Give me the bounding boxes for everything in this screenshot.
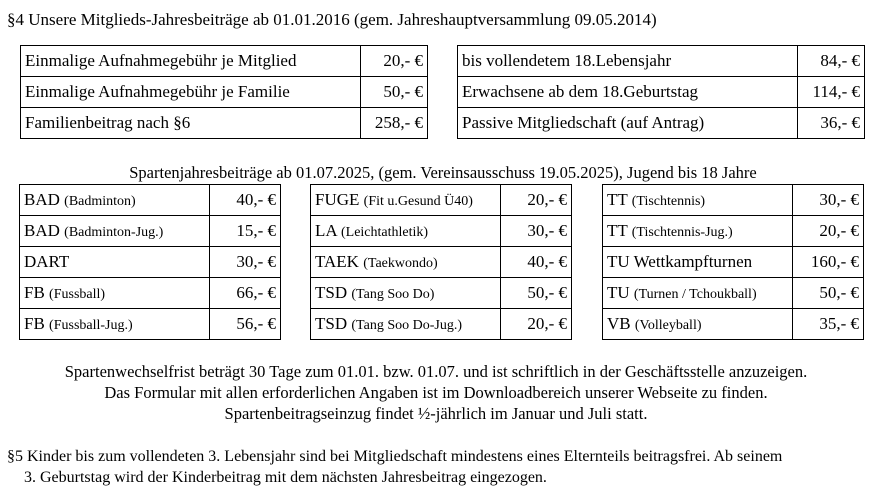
table-row bbox=[603, 278, 864, 309]
fee-label: Einmalige Aufnahmegebühr je Mitglied bbox=[21, 46, 361, 77]
sparte-code: FB bbox=[24, 314, 45, 333]
sparte-desc: (Badminton-Jug.) bbox=[64, 225, 164, 240]
sparte-price: 20,- € bbox=[501, 309, 572, 340]
sparte-desc: (Tischtennis) bbox=[631, 194, 706, 209]
sparte-price: 30,- € bbox=[793, 185, 864, 216]
sparte-price: 66,- € bbox=[210, 278, 281, 309]
sparten-table-3 bbox=[602, 184, 864, 340]
table-row bbox=[311, 247, 572, 278]
fee-label: Familienbeitrag nach §6 bbox=[21, 108, 361, 139]
table-row bbox=[311, 278, 572, 309]
table-row bbox=[311, 185, 572, 216]
table-row bbox=[20, 185, 281, 216]
table-row bbox=[603, 216, 864, 247]
sparte-desc: (Leichtathletik) bbox=[340, 225, 429, 240]
sparte-price: 30,- € bbox=[210, 247, 281, 278]
table-row bbox=[458, 108, 865, 139]
sparte-desc: (Badminton) bbox=[64, 194, 136, 209]
section5-line-2: 3. Geburtstag wird der Kinderbeitrag mit dem nächsten Jahresbeitrag eingezogen. bbox=[24, 469, 547, 486]
sparte-code: LA bbox=[315, 221, 337, 240]
sparte-desc: (Fussball-Jug.) bbox=[49, 318, 133, 333]
sparte-code: TT bbox=[607, 190, 628, 209]
sparte-code: TSD bbox=[315, 283, 348, 302]
sparte-price: 40,- € bbox=[210, 185, 281, 216]
table-row bbox=[311, 309, 572, 340]
table-row bbox=[311, 216, 572, 247]
sparten-heading: Spartenjahresbeiträge ab 01.07.2025, (gem. Vereinsausschuss 19.05.2025), Jugend bis 18 Jahre bbox=[129, 163, 757, 182]
sparte-code: FUGE bbox=[315, 190, 360, 209]
sparte-desc: (Tischtennis-Jug.) bbox=[631, 225, 733, 240]
fee-price: 20,- € bbox=[361, 46, 428, 77]
table-row bbox=[21, 46, 428, 77]
sparte-desc: (Fit u.Gesund Ü40) bbox=[363, 194, 473, 209]
table-row bbox=[20, 247, 281, 278]
sparte-code: TU bbox=[607, 283, 630, 302]
sparte-price: 50,- € bbox=[793, 278, 864, 309]
table-row bbox=[20, 216, 281, 247]
table-row bbox=[20, 309, 281, 340]
note-line-3: Spartenbeitragseinzug findet ½-jährlich im Januar und Juli statt. bbox=[224, 404, 648, 423]
table-row bbox=[458, 77, 865, 108]
sparte-code: TSD bbox=[315, 314, 348, 333]
sparte-price: 40,- € bbox=[501, 247, 572, 278]
sparte-price: 35,- € bbox=[793, 309, 864, 340]
section5-paragraph bbox=[7, 446, 867, 488]
sparte-desc: (Volleyball) bbox=[634, 318, 702, 333]
fee-label: bis vollendetem 18.Lebensjahr bbox=[458, 46, 798, 77]
table-row bbox=[21, 108, 428, 139]
sparte-price: 30,- € bbox=[501, 216, 572, 247]
sparte-desc: (Fussball) bbox=[49, 287, 106, 302]
section5-line-1: §5 Kinder bis zum vollendeten 3. Lebensjahr sind bei Mitgliedschaft mindestens eines Elternteils beitragsfrei. Ab seinem bbox=[7, 448, 783, 465]
sparte-price: 20,- € bbox=[501, 185, 572, 216]
sparte-code: DART bbox=[24, 252, 70, 271]
table-row bbox=[20, 278, 281, 309]
note-line-2: Das Formular mit allen erforderlichen Angaben ist im Downloadbereich unserer Webseite zu finden. bbox=[104, 383, 768, 402]
sparte-code: BAD bbox=[24, 190, 60, 209]
sparte-price: 15,- € bbox=[210, 216, 281, 247]
sparte-code: BAD bbox=[24, 221, 60, 240]
sparte-price: 160,- € bbox=[793, 247, 864, 278]
sparte-code: FB bbox=[24, 283, 45, 302]
sparte-code: TT bbox=[607, 221, 628, 240]
sparte-desc: (Taekwondo) bbox=[363, 256, 438, 271]
sparte-price: 56,- € bbox=[210, 309, 281, 340]
fee-price: 258,- € bbox=[361, 108, 428, 139]
fee-price: 36,- € bbox=[798, 108, 865, 139]
fee-price: 84,- € bbox=[798, 46, 865, 77]
fee-label: Passive Mitgliedschaft (auf Antrag) bbox=[458, 108, 798, 139]
membership-fees-table-right bbox=[457, 45, 865, 139]
fee-label: Einmalige Aufnahmegebühr je Familie bbox=[21, 77, 361, 108]
sparte-desc: (Tang Soo Do) bbox=[351, 287, 435, 302]
sparte-desc: (Tang Soo Do-Jug.) bbox=[351, 318, 462, 333]
sparte-price: 20,- € bbox=[793, 216, 864, 247]
table-row bbox=[458, 46, 865, 77]
table-row bbox=[603, 185, 864, 216]
sparte-code: VB bbox=[607, 314, 631, 333]
fee-price: 114,- € bbox=[798, 77, 865, 108]
membership-fees-table-left bbox=[20, 45, 428, 139]
note-line-1: Spartenwechselfrist beträgt 30 Tage zum 01.01. bzw. 01.07. und ist schriftlich in der Geschäftsstelle anzuzeigen. bbox=[64, 362, 808, 381]
sparte-desc: (Turnen / Tchoukball) bbox=[633, 287, 757, 302]
table-row bbox=[603, 309, 864, 340]
table-row bbox=[603, 247, 864, 278]
sparte-code: TAEK bbox=[315, 252, 359, 271]
table-row bbox=[21, 77, 428, 108]
fee-price: 50,- € bbox=[361, 77, 428, 108]
fee-label: Erwachsene ab dem 18.Geburtstag bbox=[458, 77, 798, 108]
sparte-price: 50,- € bbox=[501, 278, 572, 309]
sparten-table-1 bbox=[19, 184, 281, 340]
sparten-table-2 bbox=[310, 184, 572, 340]
sparte-code: TU Wettkampfturnen bbox=[607, 252, 753, 271]
section4-heading: §4 Unsere Mitglieds-Jahresbeiträge ab 01.01.2016 (gem. Jahreshauptversammlung 09.05.2014) bbox=[7, 10, 657, 29]
